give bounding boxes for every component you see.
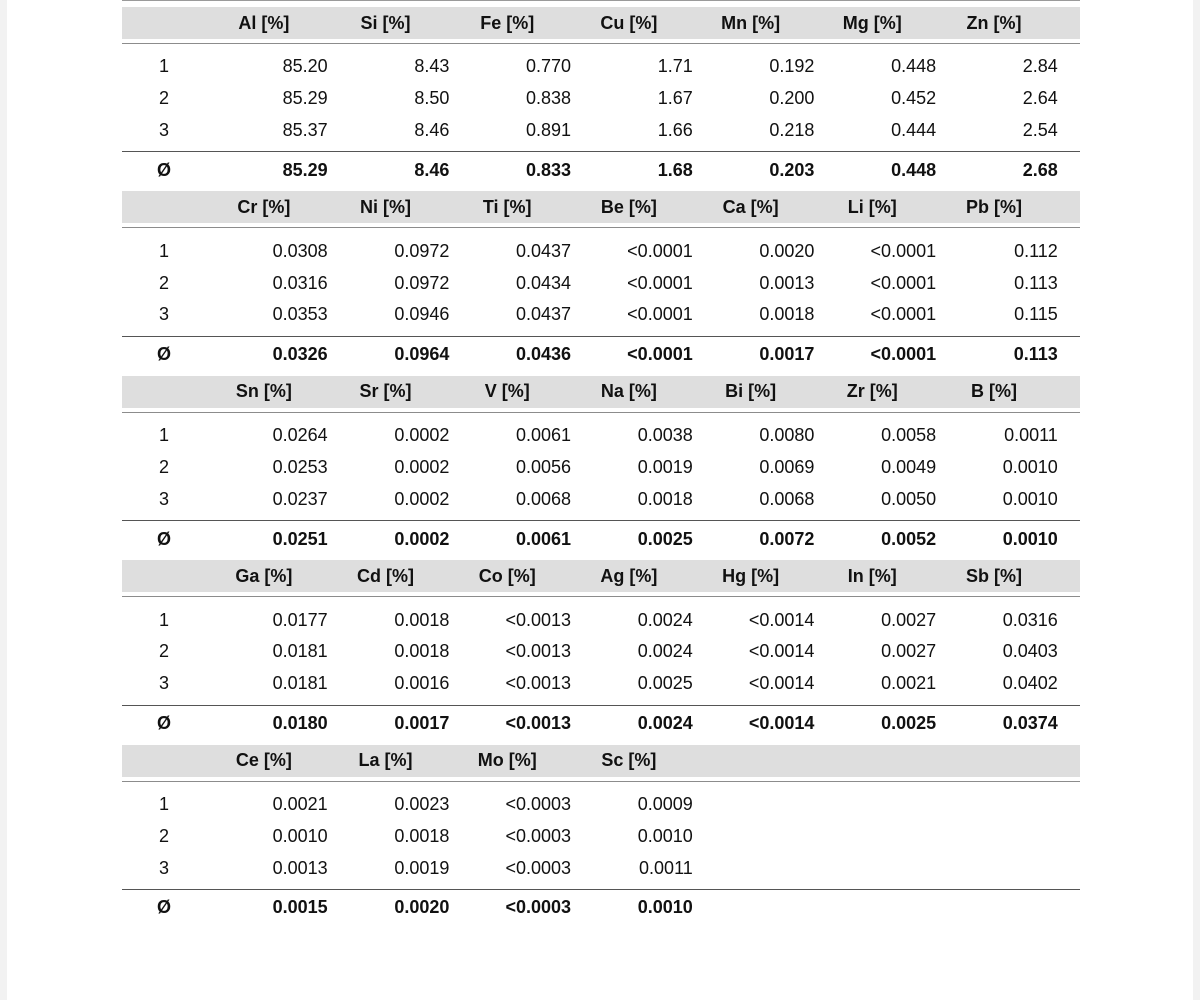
value-cell: 0.0024 (637, 609, 693, 630)
column-header: Al [%] (238, 12, 290, 33)
average-symbol: Ø (156, 528, 171, 549)
value-cell: 0.0002 (394, 488, 450, 509)
column-header: Cu [%] (600, 12, 658, 33)
table-row (122, 820, 1080, 852)
average-value: 0.833 (526, 159, 572, 180)
column-header: La [%] (358, 750, 413, 771)
value-cell: <0.0013 (505, 673, 572, 694)
column-header: Sn [%] (235, 381, 292, 402)
column-header: Sc [%] (601, 750, 657, 771)
column-header: Ag [%] (600, 565, 658, 586)
value-cell: 0.115 (1014, 304, 1058, 325)
column-header: Ti [%] (482, 196, 532, 217)
average-value: 0.0017 (759, 344, 815, 365)
column-header: Sb [%] (965, 565, 1022, 586)
column-header: Mn [%] (721, 12, 781, 33)
value-cell: 0.0025 (637, 673, 693, 694)
value-cell: 0.0013 (759, 272, 815, 293)
header-row (122, 560, 1080, 592)
document-page (7, 0, 1193, 1000)
value-cell: 0.0181 (272, 673, 328, 694)
column-header: Cr [%] (237, 196, 291, 217)
average-value: 0.0025 (637, 528, 693, 549)
average-value: 0.0017 (394, 713, 450, 734)
header-rule (122, 223, 1080, 228)
value-cell: 0.0308 (272, 240, 328, 261)
row-number: 2 (158, 272, 169, 293)
value-cell: <0.0014 (748, 609, 815, 630)
header-row (122, 745, 1080, 777)
average-value: 2.68 (1022, 159, 1058, 180)
average-value: 0.0024 (637, 713, 693, 734)
table-row (122, 51, 1080, 83)
value-cell: 0.0437 (516, 304, 572, 325)
value-cell: 0.112 (1014, 240, 1058, 261)
column-header: Si [%] (360, 12, 411, 33)
column-header: Be [%] (600, 196, 657, 217)
value-cell: 0.0021 (881, 673, 937, 694)
row-number: 3 (158, 304, 169, 325)
value-cell: <0.0013 (505, 609, 572, 630)
average-value: 0.0964 (394, 344, 450, 365)
value-cell: 0.448 (891, 56, 937, 77)
column-header: Pb [%] (965, 196, 1022, 217)
average-symbol: Ø (156, 713, 171, 734)
value-cell: 0.113 (1014, 272, 1058, 293)
average-value: 0.0010 (637, 897, 693, 918)
average-value: 1.68 (657, 159, 693, 180)
row-number: 1 (158, 793, 169, 814)
value-cell: 0.0011 (1004, 425, 1058, 446)
average-value: 0.0025 (881, 713, 937, 734)
value-cell: 0.0009 (637, 793, 693, 814)
table-row (122, 852, 1080, 884)
value-cell: 85.29 (282, 88, 328, 109)
value-cell: 0.0018 (759, 304, 815, 325)
table-row (122, 115, 1080, 147)
value-cell: 0.0316 (272, 272, 328, 293)
value-cell: 0.0058 (881, 425, 937, 446)
value-cell: 0.218 (769, 119, 815, 140)
value-cell: 0.0023 (394, 793, 450, 814)
average-symbol: Ø (156, 344, 171, 365)
value-cell: 0.0353 (272, 304, 328, 325)
row-number: 1 (158, 425, 169, 446)
table-row (122, 83, 1080, 115)
value-cell: 0.0972 (394, 272, 450, 293)
table-block (122, 376, 1080, 557)
column-header: Li [%] (847, 196, 897, 217)
value-cell: 0.0972 (394, 240, 450, 261)
value-cell: 0.770 (526, 56, 572, 77)
table-top-rule (122, 0, 1080, 4)
value-cell: 0.0177 (272, 609, 328, 630)
value-cell: 0.0434 (516, 272, 572, 293)
value-cell: <0.0003 (505, 793, 572, 814)
value-cell: <0.0001 (627, 240, 693, 261)
row-number: 1 (158, 240, 169, 261)
value-cell: 0.0010 (1002, 488, 1058, 509)
value-cell: <0.0001 (627, 272, 693, 293)
value-cell: 0.0027 (881, 641, 937, 662)
table-row (122, 789, 1080, 821)
table-row (122, 452, 1080, 484)
table-row (122, 267, 1080, 299)
average-row (122, 336, 1080, 373)
column-header: V [%] (484, 381, 530, 402)
header-row (122, 191, 1080, 223)
value-cell: <0.0001 (870, 304, 937, 325)
value-cell: 0.0050 (881, 488, 937, 509)
average-value: 0.0010 (1002, 528, 1058, 549)
value-cell: 85.20 (282, 56, 328, 77)
value-cell: 0.0038 (637, 425, 693, 446)
table-row (122, 420, 1080, 452)
value-cell: 0.0056 (516, 456, 572, 477)
average-value: <0.0001 (627, 344, 693, 365)
value-cell: 0.0049 (881, 456, 937, 477)
column-header: B [%] (970, 381, 1017, 402)
value-cell: 0.0437 (516, 240, 572, 261)
average-row (122, 705, 1080, 742)
header-row (122, 376, 1080, 408)
value-cell: 0.838 (526, 88, 572, 109)
value-cell: <0.0014 (748, 673, 815, 694)
value-cell: 0.0061 (516, 425, 572, 446)
value-cell: 0.0018 (394, 609, 450, 630)
element-composition-table (122, 0, 1080, 926)
header-rule (122, 592, 1080, 597)
average-value: 0.203 (769, 159, 815, 180)
value-cell: <0.0013 (505, 641, 572, 662)
average-value: 8.46 (414, 159, 450, 180)
average-row (122, 889, 1080, 926)
value-cell: 8.50 (414, 88, 450, 109)
value-cell: 0.0253 (272, 456, 328, 477)
column-header: Na [%] (600, 381, 657, 402)
value-cell: 0.0010 (637, 825, 693, 846)
value-cell: 0.0402 (1002, 673, 1058, 694)
table-block (122, 7, 1080, 188)
column-header: Ni [%] (360, 196, 412, 217)
column-header: Fe [%] (480, 12, 535, 33)
average-symbol: Ø (156, 159, 171, 180)
average-value: <0.0001 (870, 344, 937, 365)
value-cell: 0.0002 (394, 425, 450, 446)
table-row (122, 604, 1080, 636)
average-row (122, 520, 1080, 557)
column-header: Mo [%] (477, 750, 537, 771)
value-cell: 8.43 (414, 56, 450, 77)
value-cell: 1.71 (657, 56, 693, 77)
value-cell: 0.0316 (1002, 609, 1058, 630)
row-number: 3 (158, 673, 169, 694)
value-cell: 0.0013 (272, 857, 328, 878)
row-number: 3 (158, 119, 169, 140)
column-header: Ce [%] (235, 750, 292, 771)
table-blocks (122, 7, 1080, 926)
average-value: 0.0072 (759, 528, 815, 549)
average-value: 0.0061 (516, 528, 572, 549)
column-header: Bi [%] (725, 381, 777, 402)
value-cell: 0.0027 (881, 609, 937, 630)
value-cell: 0.0021 (272, 793, 328, 814)
average-value: <0.0003 (505, 897, 572, 918)
value-cell: <0.0001 (870, 272, 937, 293)
average-value: 0.0326 (272, 344, 328, 365)
row-number: 1 (158, 609, 169, 630)
header-rule (122, 408, 1080, 413)
value-cell: 0.0068 (516, 488, 572, 509)
value-cell: 1.67 (657, 88, 693, 109)
value-cell: 0.0016 (394, 673, 450, 694)
value-cell: <0.0001 (870, 240, 937, 261)
value-cell: 0.444 (891, 119, 937, 140)
column-header: Mg [%] (842, 12, 902, 33)
table-row (122, 299, 1080, 331)
value-cell: 0.0403 (1002, 641, 1058, 662)
value-cell: 2.64 (1022, 88, 1058, 109)
column-header: Sr [%] (359, 381, 412, 402)
table-block (122, 560, 1080, 741)
value-cell: 1.66 (657, 119, 693, 140)
value-cell: 0.0019 (394, 857, 450, 878)
average-value: 0.0436 (516, 344, 572, 365)
table-block (122, 745, 1080, 926)
average-value: <0.0014 (748, 713, 815, 734)
value-cell: <0.0003 (505, 857, 572, 878)
value-cell: 0.891 (526, 119, 572, 140)
table-block (122, 191, 1080, 372)
average-value: 0.113 (1013, 344, 1058, 365)
value-cell: 0.0068 (759, 488, 815, 509)
value-cell: 0.452 (891, 88, 937, 109)
average-value: <0.0013 (505, 713, 572, 734)
table-row (122, 483, 1080, 515)
value-cell: 0.200 (769, 88, 815, 109)
average-value: 0.0015 (272, 897, 328, 918)
value-cell: 0.0264 (272, 425, 328, 446)
value-cell: <0.0014 (748, 641, 815, 662)
table-row (122, 668, 1080, 700)
table-row (122, 636, 1080, 668)
average-value: 0.0251 (272, 528, 328, 549)
header-rule (122, 777, 1080, 782)
row-number: 3 (158, 488, 169, 509)
value-cell: 0.0018 (394, 825, 450, 846)
row-number: 1 (158, 56, 169, 77)
row-number: 3 (158, 857, 169, 878)
column-header: Ca [%] (722, 196, 779, 217)
header-rule (122, 39, 1080, 44)
row-number: 2 (158, 641, 169, 662)
value-cell: 0.0010 (272, 825, 328, 846)
value-cell: 0.0019 (637, 456, 693, 477)
column-header: In [%] (847, 565, 897, 586)
row-number: 2 (158, 825, 169, 846)
value-cell: 0.192 (769, 56, 815, 77)
value-cell: 0.0011 (639, 857, 693, 878)
value-cell: 2.84 (1022, 56, 1058, 77)
value-cell: 0.0002 (394, 456, 450, 477)
value-cell: 0.0020 (759, 240, 815, 261)
column-header: Cd [%] (357, 565, 415, 586)
table-row (122, 235, 1080, 267)
average-value: 0.0180 (272, 713, 328, 734)
row-number: 2 (158, 88, 169, 109)
average-row (122, 151, 1080, 188)
value-cell: 0.0018 (637, 488, 693, 509)
header-row (122, 7, 1080, 39)
row-number: 2 (158, 456, 169, 477)
column-header: Hg [%] (722, 565, 780, 586)
average-symbol: Ø (156, 897, 171, 918)
value-cell: 85.37 (282, 119, 328, 140)
value-cell: 2.54 (1022, 119, 1058, 140)
average-value: 0.0052 (881, 528, 937, 549)
column-header: Ga [%] (235, 565, 293, 586)
value-cell: 0.0181 (272, 641, 328, 662)
value-cell: 0.0080 (759, 425, 815, 446)
value-cell: 8.46 (414, 119, 450, 140)
average-value: 85.29 (282, 159, 328, 180)
value-cell: 0.0010 (1002, 456, 1058, 477)
column-header: Co [%] (478, 565, 536, 586)
average-value: 0.448 (891, 159, 937, 180)
value-cell: 0.0946 (394, 304, 450, 325)
value-cell: <0.0001 (627, 304, 693, 325)
average-value: 0.0374 (1002, 713, 1058, 734)
value-cell: 0.0069 (759, 456, 815, 477)
value-cell: 0.0237 (272, 488, 328, 509)
average-value: 0.0020 (394, 897, 450, 918)
column-header: Zr [%] (846, 381, 898, 402)
value-cell: 0.0018 (394, 641, 450, 662)
column-header: Zn [%] (966, 12, 1022, 33)
average-value: 0.0002 (394, 528, 450, 549)
value-cell: 0.0024 (637, 641, 693, 662)
value-cell: <0.0003 (505, 825, 572, 846)
